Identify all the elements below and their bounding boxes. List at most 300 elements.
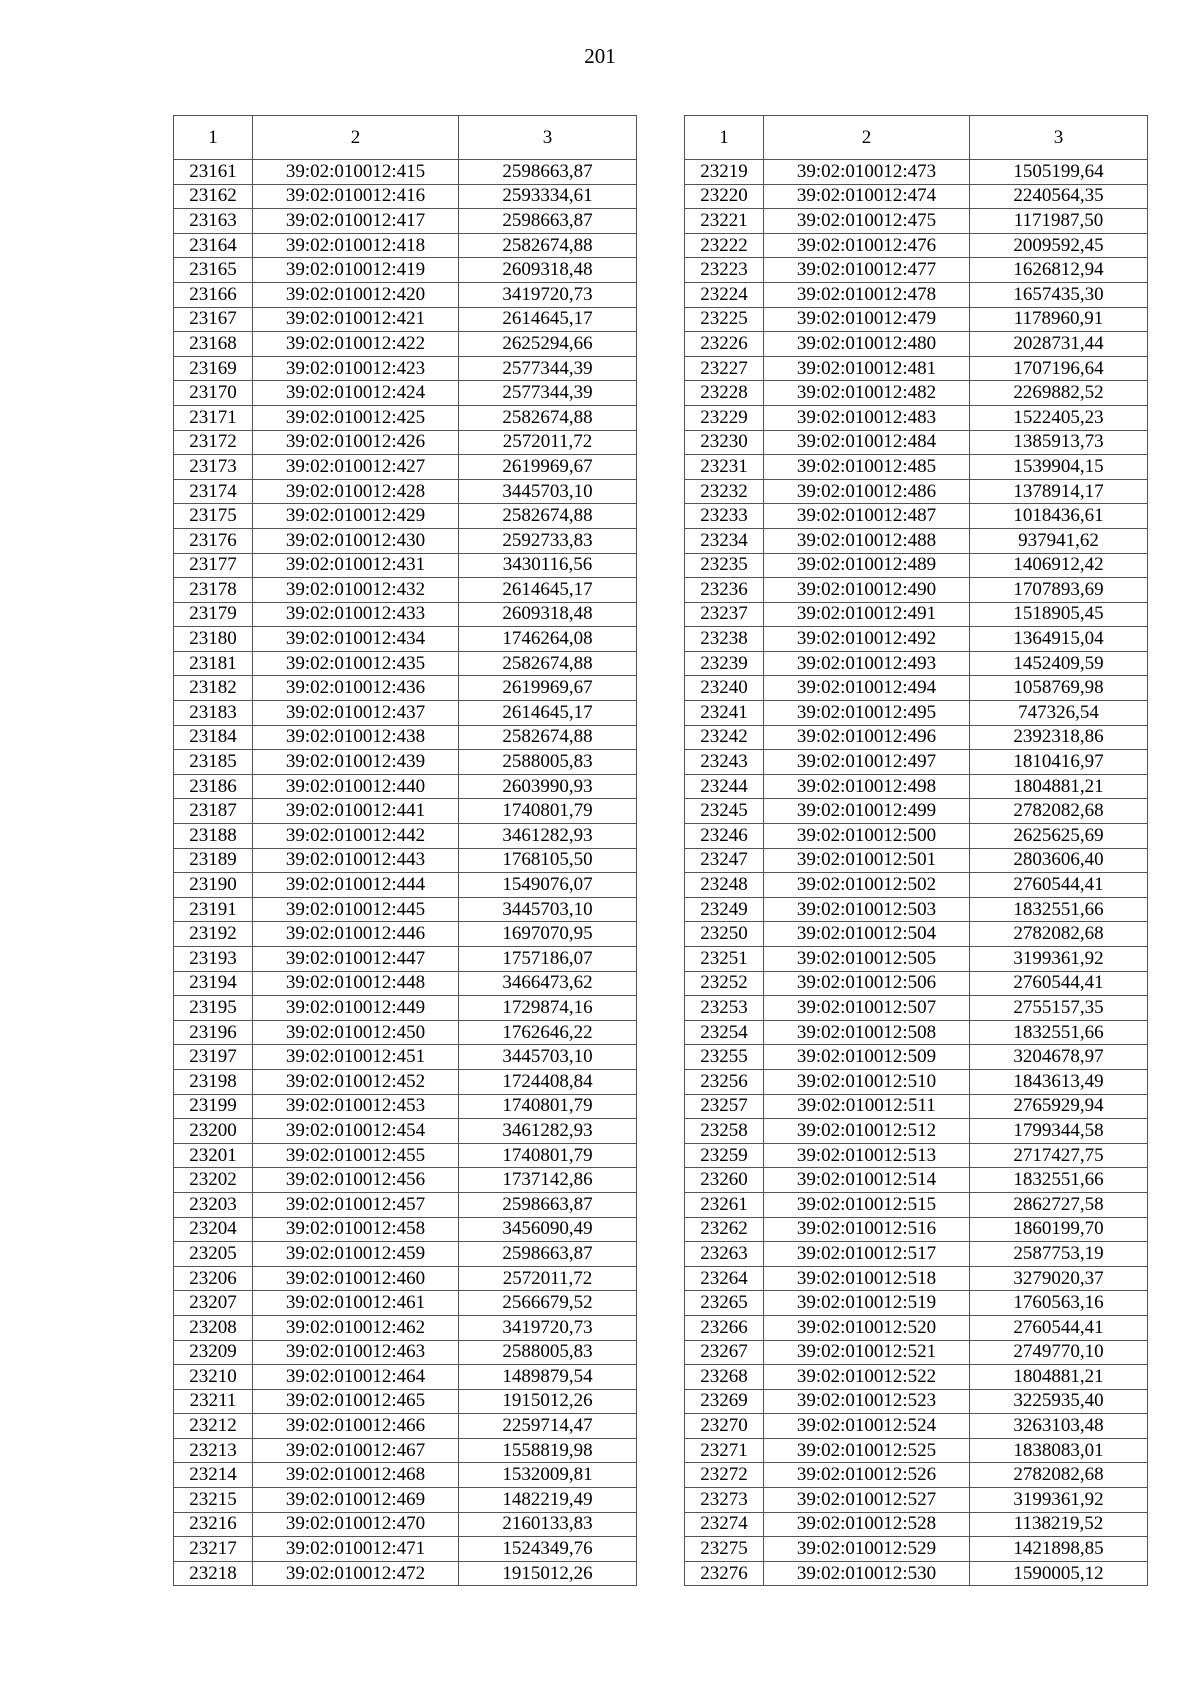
cadastral-number-cell: 39:02:010012:457 bbox=[253, 1192, 459, 1217]
value-cell: 1522405,23 bbox=[970, 405, 1148, 430]
cadastral-number-cell: 39:02:010012:465 bbox=[253, 1389, 459, 1414]
value-cell: 2588005,83 bbox=[459, 750, 637, 775]
row-number-cell: 23270 bbox=[685, 1414, 764, 1439]
value-cell: 2593334,61 bbox=[459, 184, 637, 209]
value-cell: 1860199,70 bbox=[970, 1217, 1148, 1242]
cadastral-number-cell: 39:02:010012:425 bbox=[253, 405, 459, 430]
value-cell: 1760563,16 bbox=[970, 1291, 1148, 1316]
value-cell: 1505199,64 bbox=[970, 160, 1148, 185]
row-number-cell: 23275 bbox=[685, 1537, 764, 1562]
table-row bbox=[685, 1242, 1148, 1267]
value-cell: 3279020,37 bbox=[970, 1266, 1148, 1291]
cadastral-number-cell: 39:02:010012:480 bbox=[764, 332, 970, 357]
cadastral-number-cell: 39:02:010012:500 bbox=[764, 824, 970, 849]
value-cell: 2625294,66 bbox=[459, 332, 637, 357]
value-cell: 2765929,94 bbox=[970, 1094, 1148, 1119]
row-number-cell: 23169 bbox=[174, 356, 253, 381]
value-cell: 3199361,92 bbox=[970, 1488, 1148, 1513]
row-number-cell: 23184 bbox=[174, 725, 253, 750]
table-row bbox=[174, 1266, 637, 1291]
value-cell: 1810416,97 bbox=[970, 750, 1148, 775]
cadastral-number-cell: 39:02:010012:517 bbox=[764, 1242, 970, 1267]
row-number-cell: 23183 bbox=[174, 701, 253, 726]
row-number-cell: 23192 bbox=[174, 922, 253, 947]
cadastral-number-cell: 39:02:010012:463 bbox=[253, 1340, 459, 1365]
value-cell: 2760544,41 bbox=[970, 873, 1148, 898]
table-row bbox=[685, 455, 1148, 480]
value-cell: 2614645,17 bbox=[459, 701, 637, 726]
cadastral-number-cell: 39:02:010012:460 bbox=[253, 1266, 459, 1291]
table-row bbox=[685, 971, 1148, 996]
row-number-cell: 23245 bbox=[685, 799, 764, 824]
row-number-cell: 23226 bbox=[685, 332, 764, 357]
table-row bbox=[174, 1389, 637, 1414]
table-row bbox=[174, 1119, 637, 1144]
row-number-cell: 23186 bbox=[174, 774, 253, 799]
value-cell: 1532009,81 bbox=[459, 1463, 637, 1488]
row-number-cell: 23253 bbox=[685, 996, 764, 1021]
row-number-cell: 23236 bbox=[685, 578, 764, 603]
row-number-cell: 23187 bbox=[174, 799, 253, 824]
table-row bbox=[174, 160, 637, 185]
row-number-cell: 23230 bbox=[685, 430, 764, 455]
value-cell: 1138219,52 bbox=[970, 1512, 1148, 1537]
page-number: 201 bbox=[584, 44, 616, 68]
cadastral-number-cell: 39:02:010012:428 bbox=[253, 479, 459, 504]
value-cell: 2587753,19 bbox=[970, 1242, 1148, 1267]
table-row bbox=[685, 701, 1148, 726]
value-cell: 1843613,49 bbox=[970, 1069, 1148, 1094]
cadastral-number-cell: 39:02:010012:485 bbox=[764, 455, 970, 480]
table-row bbox=[174, 848, 637, 873]
row-number-cell: 23266 bbox=[685, 1315, 764, 1340]
cadastral-number-cell: 39:02:010012:455 bbox=[253, 1143, 459, 1168]
table-row bbox=[174, 528, 637, 553]
table-row bbox=[174, 1561, 637, 1586]
cadastral-number-cell: 39:02:010012:464 bbox=[253, 1365, 459, 1390]
value-cell: 2582674,88 bbox=[459, 651, 637, 676]
row-number-cell: 23181 bbox=[174, 651, 253, 676]
table-row bbox=[685, 233, 1148, 258]
cadastral-number-cell: 39:02:010012:445 bbox=[253, 897, 459, 922]
value-cell: 1058769,98 bbox=[970, 676, 1148, 701]
value-cell: 1832551,66 bbox=[970, 1168, 1148, 1193]
cadastral-number-cell: 39:02:010012:458 bbox=[253, 1217, 459, 1242]
cadastral-number-cell: 39:02:010012:449 bbox=[253, 996, 459, 1021]
row-number-cell: 23254 bbox=[685, 1020, 764, 1045]
value-cell: 937941,62 bbox=[970, 528, 1148, 553]
cadastral-number-cell: 39:02:010012:470 bbox=[253, 1512, 459, 1537]
row-number-cell: 23209 bbox=[174, 1340, 253, 1365]
table-row bbox=[685, 282, 1148, 307]
table-row bbox=[174, 1340, 637, 1365]
row-number-cell: 23229 bbox=[685, 405, 764, 430]
row-number-cell: 23201 bbox=[174, 1143, 253, 1168]
row-number-cell: 23208 bbox=[174, 1315, 253, 1340]
table-row bbox=[174, 897, 637, 922]
cadastral-number-cell: 39:02:010012:489 bbox=[764, 553, 970, 578]
cadastral-number-cell: 39:02:010012:429 bbox=[253, 504, 459, 529]
table-row bbox=[685, 897, 1148, 922]
row-number-cell: 23249 bbox=[685, 897, 764, 922]
cadastral-number-cell: 39:02:010012:420 bbox=[253, 282, 459, 307]
table-row bbox=[685, 1315, 1148, 1340]
table-row bbox=[174, 1315, 637, 1340]
cadastral-number-cell: 39:02:010012:472 bbox=[253, 1561, 459, 1586]
table-row bbox=[685, 750, 1148, 775]
table-row bbox=[174, 553, 637, 578]
cadastral-number-cell: 39:02:010012:514 bbox=[764, 1168, 970, 1193]
cadastral-number-cell: 39:02:010012:494 bbox=[764, 676, 970, 701]
table-row bbox=[174, 725, 637, 750]
cadastral-number-cell: 39:02:010012:466 bbox=[253, 1414, 459, 1439]
cadastral-number-cell: 39:02:010012:508 bbox=[764, 1020, 970, 1045]
cadastral-number-cell: 39:02:010012:501 bbox=[764, 848, 970, 873]
value-cell: 3263103,48 bbox=[970, 1414, 1148, 1439]
table-row bbox=[685, 651, 1148, 676]
cadastral-number-cell: 39:02:010012:504 bbox=[764, 922, 970, 947]
table-row bbox=[685, 1463, 1148, 1488]
value-cell: 3456090,49 bbox=[459, 1217, 637, 1242]
cadastral-number-cell: 39:02:010012:524 bbox=[764, 1414, 970, 1439]
table-row bbox=[174, 922, 637, 947]
row-number-cell: 23260 bbox=[685, 1168, 764, 1193]
cadastral-number-cell: 39:02:010012:510 bbox=[764, 1069, 970, 1094]
table-row bbox=[174, 1192, 637, 1217]
cadastral-number-cell: 39:02:010012:519 bbox=[764, 1291, 970, 1316]
row-number-cell: 23163 bbox=[174, 209, 253, 234]
value-cell: 1740801,79 bbox=[459, 1094, 637, 1119]
table-row bbox=[174, 774, 637, 799]
cadastral-number-cell: 39:02:010012:477 bbox=[764, 258, 970, 283]
table-row bbox=[685, 430, 1148, 455]
row-number-cell: 23267 bbox=[685, 1340, 764, 1365]
value-cell: 2028731,44 bbox=[970, 332, 1148, 357]
table-row bbox=[685, 479, 1148, 504]
table-row bbox=[174, 1291, 637, 1316]
cadastral-number-cell: 39:02:010012:441 bbox=[253, 799, 459, 824]
value-cell: 1729874,16 bbox=[459, 996, 637, 1021]
row-number-cell: 23241 bbox=[685, 701, 764, 726]
table-row bbox=[685, 307, 1148, 332]
row-number-cell: 23276 bbox=[685, 1561, 764, 1586]
table-row bbox=[685, 824, 1148, 849]
row-number-cell: 23206 bbox=[174, 1266, 253, 1291]
cadastral-number-cell: 39:02:010012:496 bbox=[764, 725, 970, 750]
row-number-cell: 23272 bbox=[685, 1463, 764, 1488]
cadastral-number-cell: 39:02:010012:479 bbox=[764, 307, 970, 332]
table-row bbox=[174, 1020, 637, 1045]
row-number-cell: 23176 bbox=[174, 528, 253, 553]
cadastral-number-cell: 39:02:010012:459 bbox=[253, 1242, 459, 1267]
value-cell: 1657435,30 bbox=[970, 282, 1148, 307]
value-cell: 2619969,67 bbox=[459, 455, 637, 480]
table-row bbox=[685, 996, 1148, 1021]
table-row bbox=[174, 209, 637, 234]
row-number-cell: 23216 bbox=[174, 1512, 253, 1537]
table-row bbox=[174, 873, 637, 898]
row-number-cell: 23174 bbox=[174, 479, 253, 504]
table-row bbox=[174, 381, 637, 406]
value-cell: 1421898,85 bbox=[970, 1537, 1148, 1562]
value-cell: 2572011,72 bbox=[459, 430, 637, 455]
table-row bbox=[685, 1340, 1148, 1365]
table-row bbox=[685, 184, 1148, 209]
value-cell: 1707893,69 bbox=[970, 578, 1148, 603]
cadastral-number-cell: 39:02:010012:462 bbox=[253, 1315, 459, 1340]
value-cell: 3445703,10 bbox=[459, 1045, 637, 1070]
value-cell: 2577344,39 bbox=[459, 356, 637, 381]
cadastral-number-cell: 39:02:010012:415 bbox=[253, 160, 459, 185]
row-number-cell: 23185 bbox=[174, 750, 253, 775]
row-number-cell: 23246 bbox=[685, 824, 764, 849]
cadastral-number-cell: 39:02:010012:443 bbox=[253, 848, 459, 873]
row-number-cell: 23212 bbox=[174, 1414, 253, 1439]
cadastral-number-cell: 39:02:010012:437 bbox=[253, 701, 459, 726]
table-row bbox=[174, 750, 637, 775]
value-cell: 1171987,50 bbox=[970, 209, 1148, 234]
table-row bbox=[685, 1266, 1148, 1291]
value-cell: 1915012,26 bbox=[459, 1389, 637, 1414]
table-row bbox=[174, 651, 637, 676]
table-row bbox=[685, 1020, 1148, 1045]
row-number-cell: 23243 bbox=[685, 750, 764, 775]
table-row bbox=[685, 922, 1148, 947]
table-row bbox=[174, 455, 637, 480]
value-cell: 2598663,87 bbox=[459, 160, 637, 185]
cadastral-number-cell: 39:02:010012:439 bbox=[253, 750, 459, 775]
value-cell: 2782082,68 bbox=[970, 1463, 1148, 1488]
value-cell: 1626812,94 bbox=[970, 258, 1148, 283]
row-number-cell: 23262 bbox=[685, 1217, 764, 1242]
row-number-cell: 23202 bbox=[174, 1168, 253, 1193]
value-cell: 747326,54 bbox=[970, 701, 1148, 726]
row-number-cell: 23261 bbox=[685, 1192, 764, 1217]
cadastral-number-cell: 39:02:010012:438 bbox=[253, 725, 459, 750]
row-number-cell: 23221 bbox=[685, 209, 764, 234]
cadastral-number-cell: 39:02:010012:505 bbox=[764, 947, 970, 972]
row-number-cell: 23232 bbox=[685, 479, 764, 504]
cadastral-number-cell: 39:02:010012:511 bbox=[764, 1094, 970, 1119]
cadastral-number-cell: 39:02:010012:446 bbox=[253, 922, 459, 947]
row-number-cell: 23268 bbox=[685, 1365, 764, 1390]
row-number-cell: 23161 bbox=[174, 160, 253, 185]
row-number-cell: 23168 bbox=[174, 332, 253, 357]
value-cell: 1385913,73 bbox=[970, 430, 1148, 455]
row-number-cell: 23263 bbox=[685, 1242, 764, 1267]
table-row bbox=[685, 209, 1148, 234]
value-cell: 1768105,50 bbox=[459, 848, 637, 873]
cadastral-number-cell: 39:02:010012:509 bbox=[764, 1045, 970, 1070]
cadastral-number-cell: 39:02:010012:527 bbox=[764, 1488, 970, 1513]
value-cell: 2598663,87 bbox=[459, 1242, 637, 1267]
table-row bbox=[174, 1045, 637, 1070]
row-number-cell: 23171 bbox=[174, 405, 253, 430]
value-cell: 1838083,01 bbox=[970, 1438, 1148, 1463]
value-cell: 2749770,10 bbox=[970, 1340, 1148, 1365]
value-cell: 2782082,68 bbox=[970, 799, 1148, 824]
value-cell: 1737142,86 bbox=[459, 1168, 637, 1193]
table-row bbox=[174, 1168, 637, 1193]
cadastral-number-cell: 39:02:010012:448 bbox=[253, 971, 459, 996]
table-row bbox=[174, 504, 637, 529]
row-number-cell: 23203 bbox=[174, 1192, 253, 1217]
table-row bbox=[685, 676, 1148, 701]
row-number-cell: 23239 bbox=[685, 651, 764, 676]
value-cell: 2609318,48 bbox=[459, 258, 637, 283]
row-number-cell: 23207 bbox=[174, 1291, 253, 1316]
column-header-2: 2 bbox=[764, 116, 970, 160]
row-number-cell: 23214 bbox=[174, 1463, 253, 1488]
table-row bbox=[174, 996, 637, 1021]
row-number-cell: 23204 bbox=[174, 1217, 253, 1242]
cadastral-number-cell: 39:02:010012:418 bbox=[253, 233, 459, 258]
value-cell: 2760544,41 bbox=[970, 971, 1148, 996]
row-number-cell: 23165 bbox=[174, 258, 253, 283]
value-cell: 2625625,69 bbox=[970, 824, 1148, 849]
table-row bbox=[174, 971, 637, 996]
value-cell: 1915012,26 bbox=[459, 1561, 637, 1586]
row-number-cell: 23259 bbox=[685, 1143, 764, 1168]
table-row bbox=[174, 1414, 637, 1439]
cadastral-number-cell: 39:02:010012:426 bbox=[253, 430, 459, 455]
cadastral-number-cell: 39:02:010012:434 bbox=[253, 627, 459, 652]
table-row bbox=[685, 1438, 1148, 1463]
table-row bbox=[174, 233, 637, 258]
row-number-cell: 23164 bbox=[174, 233, 253, 258]
row-number-cell: 23242 bbox=[685, 725, 764, 750]
value-cell: 1178960,91 bbox=[970, 307, 1148, 332]
value-cell: 1018436,61 bbox=[970, 504, 1148, 529]
cadastral-number-cell: 39:02:010012:476 bbox=[764, 233, 970, 258]
value-cell: 3199361,92 bbox=[970, 947, 1148, 972]
value-cell: 1707196,64 bbox=[970, 356, 1148, 381]
row-number-cell: 23274 bbox=[685, 1512, 764, 1537]
cadastral-number-cell: 39:02:010012:515 bbox=[764, 1192, 970, 1217]
row-number-cell: 23244 bbox=[685, 774, 764, 799]
table-row bbox=[685, 873, 1148, 898]
row-number-cell: 23191 bbox=[174, 897, 253, 922]
row-number-cell: 23238 bbox=[685, 627, 764, 652]
value-cell: 1549076,07 bbox=[459, 873, 637, 898]
row-number-cell: 23265 bbox=[685, 1291, 764, 1316]
value-cell: 2619969,67 bbox=[459, 676, 637, 701]
table-row bbox=[174, 307, 637, 332]
cadastral-number-cell: 39:02:010012:467 bbox=[253, 1438, 459, 1463]
value-cell: 2582674,88 bbox=[459, 233, 637, 258]
table-row bbox=[174, 1512, 637, 1537]
value-cell: 2803606,40 bbox=[970, 848, 1148, 873]
table-row bbox=[685, 504, 1148, 529]
cadastral-number-cell: 39:02:010012:471 bbox=[253, 1537, 459, 1562]
row-number-cell: 23222 bbox=[685, 233, 764, 258]
table-row bbox=[685, 725, 1148, 750]
value-cell: 2603990,93 bbox=[459, 774, 637, 799]
table-row bbox=[685, 1119, 1148, 1144]
row-number-cell: 23167 bbox=[174, 307, 253, 332]
value-cell: 1832551,66 bbox=[970, 897, 1148, 922]
table-row bbox=[685, 1217, 1148, 1242]
value-cell: 2598663,87 bbox=[459, 1192, 637, 1217]
column-header-3: 3 bbox=[459, 116, 637, 160]
row-number-cell: 23233 bbox=[685, 504, 764, 529]
row-number-cell: 23173 bbox=[174, 455, 253, 480]
row-number-cell: 23258 bbox=[685, 1119, 764, 1144]
value-cell: 2269882,52 bbox=[970, 381, 1148, 406]
value-cell: 2160133,83 bbox=[459, 1512, 637, 1537]
row-number-cell: 23256 bbox=[685, 1069, 764, 1094]
cadastral-number-cell: 39:02:010012:431 bbox=[253, 553, 459, 578]
row-number-cell: 23235 bbox=[685, 553, 764, 578]
table-row bbox=[174, 676, 637, 701]
cadastral-number-cell: 39:02:010012:529 bbox=[764, 1537, 970, 1562]
value-cell: 2009592,45 bbox=[970, 233, 1148, 258]
cadastral-number-cell: 39:02:010012:444 bbox=[253, 873, 459, 898]
value-cell: 1724408,84 bbox=[459, 1069, 637, 1094]
value-cell: 1452409,59 bbox=[970, 651, 1148, 676]
row-number-cell: 23219 bbox=[685, 160, 764, 185]
value-cell: 1524349,76 bbox=[459, 1537, 637, 1562]
table-row bbox=[174, 430, 637, 455]
cadastral-number-cell: 39:02:010012:456 bbox=[253, 1168, 459, 1193]
row-number-cell: 23223 bbox=[685, 258, 764, 283]
row-number-cell: 23227 bbox=[685, 356, 764, 381]
row-number-cell: 23269 bbox=[685, 1389, 764, 1414]
cadastral-number-cell: 39:02:010012:436 bbox=[253, 676, 459, 701]
row-number-cell: 23196 bbox=[174, 1020, 253, 1045]
table-row bbox=[685, 332, 1148, 357]
value-cell: 3461282,93 bbox=[459, 824, 637, 849]
row-number-cell: 23248 bbox=[685, 873, 764, 898]
table-row bbox=[685, 627, 1148, 652]
value-cell: 1799344,58 bbox=[970, 1119, 1148, 1144]
cadastral-number-cell: 39:02:010012:503 bbox=[764, 897, 970, 922]
row-number-cell: 23234 bbox=[685, 528, 764, 553]
value-cell: 2582674,88 bbox=[459, 504, 637, 529]
cadastral-number-cell: 39:02:010012:433 bbox=[253, 602, 459, 627]
value-cell: 3445703,10 bbox=[459, 897, 637, 922]
table-row bbox=[174, 1488, 637, 1513]
cadastral-number-cell: 39:02:010012:498 bbox=[764, 774, 970, 799]
table-header-row bbox=[174, 116, 637, 160]
column-header-1: 1 bbox=[174, 116, 253, 160]
cadastral-number-cell: 39:02:010012:452 bbox=[253, 1069, 459, 1094]
row-number-cell: 23218 bbox=[174, 1561, 253, 1586]
row-number-cell: 23193 bbox=[174, 947, 253, 972]
table-row bbox=[174, 1217, 637, 1242]
row-number-cell: 23225 bbox=[685, 307, 764, 332]
value-cell: 1489879,54 bbox=[459, 1365, 637, 1390]
table-row bbox=[174, 701, 637, 726]
value-cell: 2577344,39 bbox=[459, 381, 637, 406]
cadastral-number-cell: 39:02:010012:507 bbox=[764, 996, 970, 1021]
value-cell: 1539904,15 bbox=[970, 455, 1148, 480]
value-cell: 2240564,35 bbox=[970, 184, 1148, 209]
table-row bbox=[685, 1561, 1148, 1586]
cadastral-number-cell: 39:02:010012:516 bbox=[764, 1217, 970, 1242]
table-row bbox=[685, 602, 1148, 627]
table-row bbox=[685, 1045, 1148, 1070]
row-number-cell: 23210 bbox=[174, 1365, 253, 1390]
cadastral-number-cell: 39:02:010012:499 bbox=[764, 799, 970, 824]
value-cell: 2760544,41 bbox=[970, 1315, 1148, 1340]
row-number-cell: 23217 bbox=[174, 1537, 253, 1562]
row-number-cell: 23213 bbox=[174, 1438, 253, 1463]
table-row bbox=[685, 1168, 1148, 1193]
value-cell: 3445703,10 bbox=[459, 479, 637, 504]
cadastral-number-cell: 39:02:010012:447 bbox=[253, 947, 459, 972]
row-number-cell: 23189 bbox=[174, 848, 253, 873]
